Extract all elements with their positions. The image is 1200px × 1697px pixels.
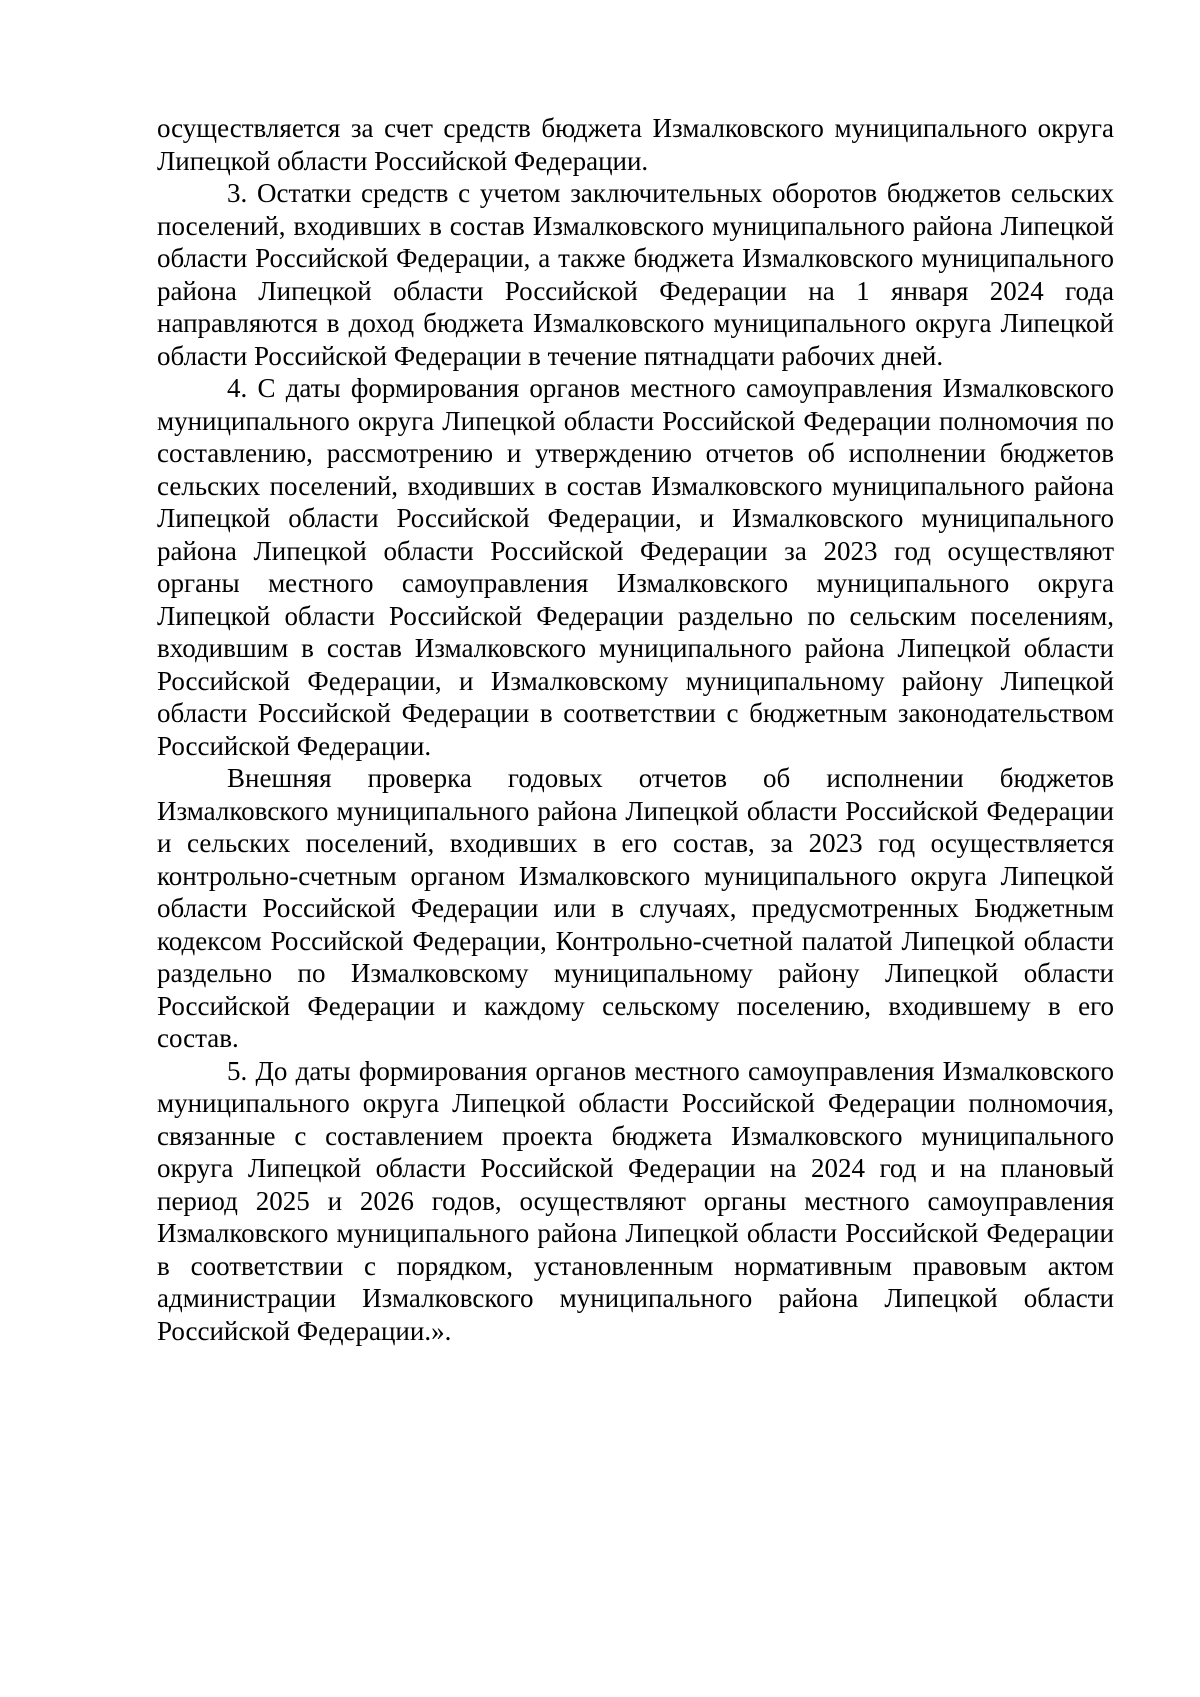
paragraph-continuation: осуществляется за счет средств бюджета Измалковского муниципального округа Липецкой области Российской Федерации. bbox=[157, 113, 1114, 176]
paragraph-item-3: 3. Остатки средств с учетом заключительных оборотов бюджетов сельских поселений, входивших в состав Измалковского муниципального района Липецкой области Российской Федерации, а также бюджета Измалковского муниципального района Липецкой области Российской Федерации на 1 января 2024 года направляются в доход бюджета Измалковского муниципального округа Липецкой области Российской Федерации в течение пятнадцати рабочих дней. bbox=[157, 178, 1114, 371]
paragraph-external-audit: Внешняя проверка годовых отчетов об исполнении бюджетов Измалковского муниципального района Липецкой области Российской Федерации и сельских поселений, входивших в его состав, за 2023 год осуществляется контрольно-счетным органом Измалковского муниципального округа Липецкой области Российской Федерации или в случаях, предусмотренных Бюджетным кодексом Российской Федерации, Контрольно-счетной палатой Липецкой области раздельно по Измалковскому муниципальному району Липецкой области Российской Федерации и каждому сельскому поселению, входившему в его состав. bbox=[157, 763, 1114, 1053]
paragraph-item-5: 5. До даты формирования органов местного самоуправления Измалковского муниципального округа Липецкой области Российской Федерации полномочия, связанные с составлением проекта бюджета Измалковского муниципального округа Липецкой области Российской Федерации на 2024 год и на плановый период 2025 и 2026 годов, осуществляют органы местного самоуправления Измалковского муниципального района Липецкой области Российской Федерации в соответствии с порядком, установленным нормативным правовым актом администрации Измалковского муниципального района Липецкой области Российской Федерации.». bbox=[157, 1055, 1114, 1346]
paragraph-item-4: 4. С даты формирования органов местного самоуправления Измалковского муниципального округа Липецкой области Российской Федерации полномочия по составлению, рассмотрению и утверждению отчетов об исполнении бюджетов сельских поселений, входивших в состав Измалковского муниципального района Липецкой области Российской Федерации, и Измалковского муниципального района Липецкой области Российской Федерации за 2023 год осуществляют органы местного самоуправления Измалковского муниципального округа Липецкой области Российской Федерации раздельно по сельским поселениям, входившим в состав Измалковского муниципального района Липецкой области Российской Федерации, и Измалковскому муниципальному району Липецкой области Российской Федерации в соответствии с бюджетным законодательством Российской Федерации. bbox=[157, 373, 1114, 761]
document-body bbox=[157, 112, 1114, 1347]
